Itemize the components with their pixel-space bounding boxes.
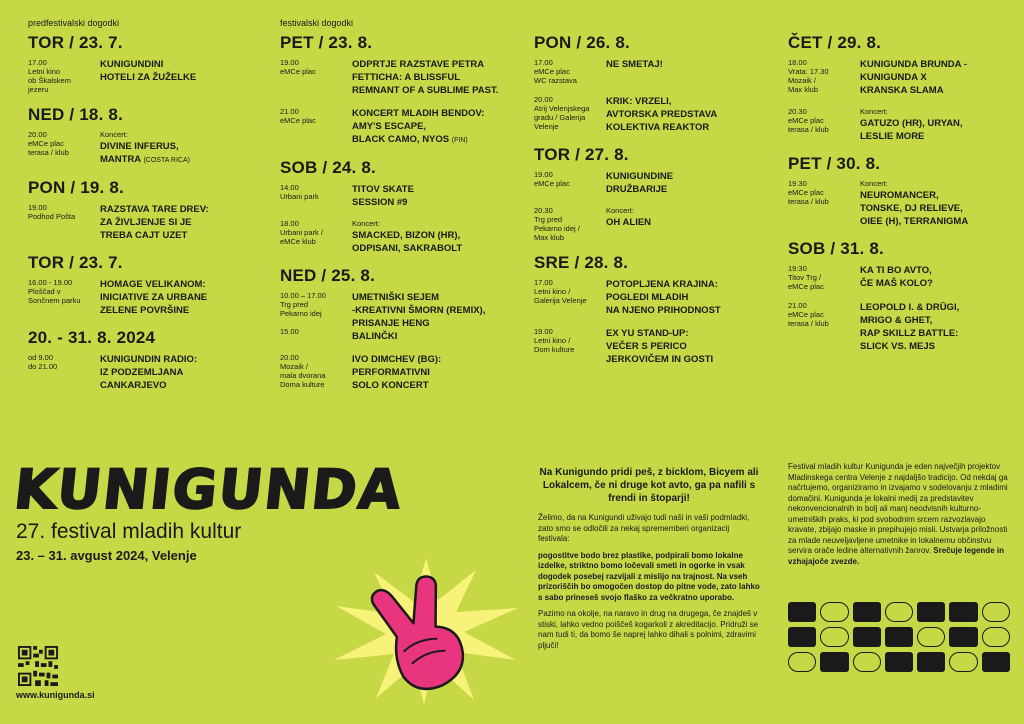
event (28, 278, 258, 317)
event-title-line: PRISANJE HENG (352, 318, 430, 329)
event-meta-line: 17.00 (28, 58, 47, 67)
event-title-line: HOMAGE VELIKANOM: (100, 279, 206, 290)
event-meta-line: Ploščad v (28, 287, 61, 296)
event-title-line-with-note (100, 153, 258, 167)
hand-gesture-illustration (328, 556, 524, 706)
event-title-line: MRIGO & GHET, (860, 315, 933, 326)
event (534, 58, 764, 85)
event-title-line: KUNIGUNDA BRUNDA - (860, 59, 967, 70)
event-title-line: KA TI BO AVTO, (860, 265, 932, 276)
event-info (606, 206, 764, 242)
event-title-line: SMACKED, BIZON (HR), (352, 230, 461, 241)
event-meta-line: 10.00 – 17.00 (280, 291, 326, 300)
event-meta-line: terasa / klub (788, 319, 829, 328)
event-meta-line: Sončnem parku (28, 296, 81, 305)
sponsor-logo (982, 652, 1010, 672)
event (788, 107, 1018, 143)
event-info (860, 264, 1018, 291)
sponsor-logo (820, 602, 848, 622)
sponsor-logo (917, 627, 945, 647)
event-title-line: VEČER S PERICO (606, 341, 687, 352)
festival-description-text: Festival mladih kultur Kunigunda je eden največjih projektov Mladinskega centra Velenje z najdaljšo tradicijo. Od nekdaj ga načrtujemo, organiziramo in izvajamo v sodelovanju z mladimi domačini. Kunigunda je lokalni medij za predstavitev nekonvencionalnih in bolj ali manj neodvisnih kulturno-umetniških praks, ki pod svobodnim srcem razvozlavajo kravate, zbijajo maske in prepihujejo misli. Ustvarja priložnosti za mlade neuveljavljene umetnike in lokalnemu občinstvu servira orače ledine alternativnih žanrov. (788, 462, 1008, 555)
event-info (606, 278, 764, 317)
event (788, 179, 1018, 228)
event-title-line: KUNIGUNDIN RADIO: (100, 354, 198, 365)
event-title-line: OIEE (H), TERRANIGMA (860, 216, 969, 227)
day-title: 20. - 31. 8. 2024 (28, 328, 156, 347)
event-title-line: TITOV SKATE (352, 184, 414, 195)
event (534, 170, 764, 196)
day-block (788, 32, 1018, 143)
event-title-line: ODPRTJE RAZSTAVE PETRA (352, 59, 485, 70)
event-meta-line: terasa / klub (28, 148, 69, 157)
event-meta-line: 19.00 (534, 327, 553, 336)
event-info (860, 58, 1018, 97)
website-link[interactable]: www.kunigunda.si (16, 690, 95, 700)
event-title-line: DIVINE INFERUS, (100, 141, 179, 152)
event-title-line: NEUROMANCER, (860, 190, 939, 201)
pre-festival-label: predfestivalski dogodki (28, 18, 120, 28)
event-title-line: HOTELI ZA ŽUŽELKE (100, 72, 197, 83)
festival-description-tagline: Srečuje legende in vzhajajoče zvezde. (788, 546, 1004, 566)
event (280, 58, 510, 97)
event-time-location (28, 130, 100, 167)
event-info (352, 107, 510, 147)
event-info (100, 130, 258, 167)
event-meta-line: Doma kulture (280, 380, 325, 389)
event-time-location (788, 301, 860, 353)
event (28, 203, 258, 242)
event-meta-line: Trg pred (280, 300, 309, 309)
event (28, 58, 258, 94)
sponsor-logo (982, 602, 1010, 622)
festival-description (788, 462, 1010, 567)
event-title-line: BALINČKI (352, 331, 398, 342)
event-time-location (280, 58, 352, 97)
event-title-line: IVO DIMCHEV (BG): (352, 354, 442, 365)
event-meta-line: 21.00 (788, 301, 807, 310)
sponsor-logo (982, 627, 1010, 647)
festival-dates: 23. – 31. avgust 2024, Velenje (16, 548, 197, 563)
event-meta-line: 20.00 (280, 353, 299, 362)
event-title-line: IZ PODZEMLJANA (100, 367, 184, 378)
event (280, 353, 510, 392)
day-block (280, 32, 510, 147)
event-country-note: (FIN) (451, 137, 468, 144)
event-meta-line: ob Škalskem (28, 76, 71, 85)
event-title-line: POGLEDI MLADIH (606, 292, 689, 303)
event-time-location (534, 206, 606, 242)
event (788, 58, 1018, 97)
event-type: Koncert: (860, 107, 888, 116)
event-meta-line: Atrij Velenjskega (534, 104, 590, 113)
event-meta-line: eMCe plac (534, 179, 570, 188)
event-info (352, 291, 510, 343)
event-title-line: FETTICHA: A BLISSFUL (352, 72, 461, 83)
event-title-line: PERFORMATIVNI (352, 367, 430, 378)
event-title-text: BLACK CAMO, NYOS (352, 134, 450, 145)
day-block (280, 157, 510, 255)
festival-label: festivalski dogodki (280, 18, 354, 28)
event (280, 183, 510, 209)
event-meta-line: eMCe klub (280, 237, 316, 246)
day-block (28, 252, 258, 317)
event-meta-line: gradu / Galerija (534, 113, 586, 122)
event-title-line: POTOPLJENA KRAJINA: (606, 279, 718, 290)
event-time-location (280, 353, 352, 392)
day-title: NED / 25. 8. (280, 266, 375, 285)
day-block (28, 177, 258, 242)
event-time-location (28, 58, 100, 94)
event-meta-line: 19.00 (28, 203, 47, 212)
event-meta-line: Letni kino (28, 67, 61, 76)
event-title-line: INICIATIVE ZA URBANE (100, 292, 208, 303)
sponsor-logo (885, 627, 913, 647)
day-block (534, 252, 764, 366)
event-title-line: GATUZO (HR), URYAN, (860, 118, 963, 129)
event-meta-line: Letni kino / (534, 287, 571, 296)
qr-code-icon[interactable] (18, 646, 58, 686)
event-meta-line: Galerija Velenje (534, 296, 587, 305)
sponsor-logo (853, 602, 881, 622)
event-meta-line: jezeru (28, 85, 49, 94)
event-title-line: SLICK VS. MEJS (860, 341, 935, 352)
event-time-location (534, 278, 606, 317)
event-info (352, 58, 510, 97)
day-title: PON / 19. 8. (28, 178, 124, 197)
schedule-column-2 (280, 32, 510, 402)
event (534, 327, 764, 366)
day-block (788, 153, 1018, 228)
event-title-line: RAP SKILLZ BATTLE: (860, 328, 959, 339)
event-info (860, 179, 1018, 228)
event-meta-line: do 21.00 (28, 362, 58, 371)
event-title-line: CANKARJEVO (100, 380, 167, 391)
event-title-line: NE SMETAJ! (606, 59, 663, 70)
event-title-line: KRANSKA SLAMA (860, 85, 944, 96)
event-meta-line: 20.00 (28, 130, 47, 139)
day-title: TOR / 23. 7. (28, 253, 123, 272)
day-title: SOB / 31. 8. (788, 239, 884, 258)
event-info (100, 203, 258, 242)
event-title-line-with-note (352, 133, 510, 147)
day-title: SOB / 24. 8. (280, 158, 376, 177)
event-meta-line (280, 318, 352, 327)
event-info (606, 95, 764, 134)
event-info (860, 107, 1018, 143)
event-info (100, 58, 258, 94)
event-info (860, 301, 1018, 353)
day-title: PON / 26. 8. (534, 33, 630, 52)
event-title-line: KOLEKTIVA REAKTOR (606, 122, 710, 133)
event-title-line: ODPISANI, SAKRABOLT (352, 243, 463, 254)
event-type: Koncert: (606, 206, 634, 215)
day-title: ČET / 29. 8. (788, 33, 882, 52)
event-meta-line: od 9.00 (28, 353, 54, 362)
event-title-line: TONSKE, DJ RELIEVE, (860, 203, 963, 214)
sponsor-logos (788, 602, 1010, 692)
event-title-text: MANTRA (100, 154, 141, 165)
schedule-column-4 (788, 32, 1018, 363)
event-time-location (534, 58, 606, 85)
day-title: TOR / 23. 7. (28, 33, 123, 52)
event (788, 264, 1018, 291)
event-info (606, 58, 764, 85)
event (280, 291, 510, 343)
event-meta-line: 17.00 (534, 278, 553, 287)
event-meta-line: 18.00 (788, 58, 807, 67)
event-type: Koncert: (100, 130, 128, 139)
event-meta-line: Urbani park (280, 192, 319, 201)
event-meta-line: eMCe plac (280, 116, 316, 125)
day-block (28, 104, 258, 167)
event-time-location (788, 264, 860, 291)
event-title-line: ZELENE POVRŠINE (100, 305, 190, 316)
sponsor-logo (788, 652, 816, 672)
event (280, 107, 510, 147)
event-time-location (534, 170, 606, 196)
event-meta-line: 21.00 (280, 107, 299, 116)
sustainability-paragraph-1: Želimo, da na Kunigundi uživajo tudi naši in vaši podmladki, zato smo se odločili za nekaj sprememberi organizacij festivala: (538, 513, 750, 543)
day-block (28, 327, 258, 392)
event-time-location (280, 291, 352, 343)
kunigunda-logo (11, 458, 406, 521)
day-title: PET / 30. 8. (788, 154, 881, 173)
event-meta-line: mala dvorana (280, 371, 326, 380)
event-meta-line: eMCe plac (28, 139, 64, 148)
event-title-line: JERKOVIČEM IN GOSTI (606, 354, 714, 365)
sponsor-logo (949, 627, 977, 647)
event-title-line: NA NJENO PRIHODNOST (606, 305, 721, 316)
event-meta-line: 14.00 (280, 183, 299, 192)
schedule-column-1 (28, 32, 258, 402)
event-meta-line: WC razstava (534, 76, 577, 85)
event-meta-line: Pekarno idej / (534, 224, 580, 233)
event-title-line: KONCERT MLADIH BENDOV: (352, 108, 485, 119)
event-title-line: TREBA CAJT UZET (100, 230, 188, 241)
event-info (606, 327, 764, 366)
event-time-location (28, 203, 100, 242)
event-meta-line: 18.00 (280, 219, 299, 228)
sponsor-logo (885, 602, 913, 622)
event-title-line: EX YU STAND-UP: (606, 328, 689, 339)
sponsor-logo (949, 602, 977, 622)
event-meta-line: Max klub (788, 85, 819, 94)
event-title-line: ČE MAŠ KOLO? (860, 278, 933, 289)
event-time-location (28, 353, 100, 392)
event (534, 206, 764, 242)
event-meta-line: Velenje (534, 122, 559, 131)
event-title-line: KUNIGUNDINE (606, 171, 674, 182)
event-info (352, 219, 510, 255)
event-meta-line: eMCe plac (788, 188, 824, 197)
event-country-note: (COSTA RICA) (143, 157, 190, 164)
event-meta-line: Urbani park / (280, 228, 323, 237)
svg-text:KUNIGUNDA: KUNIGUNDA (11, 458, 406, 521)
sustainability-text (538, 466, 760, 657)
event-meta-line: 20.30 (788, 107, 807, 116)
day-block (280, 265, 510, 392)
event-time-location (28, 278, 100, 317)
day-title: TOR / 27. 8. (534, 145, 629, 164)
festival-subtitle: 27. festival mladih kultur (16, 520, 242, 543)
sponsor-logo (820, 652, 848, 672)
event-time-location (280, 107, 352, 147)
event-title-line: KRIK: VRZELI, (606, 96, 672, 107)
event-time-location (788, 58, 860, 97)
sponsor-logo (917, 602, 945, 622)
event-title-line: OH ALIEN (606, 217, 652, 228)
event-meta-line: Dom kulture (534, 345, 575, 354)
sponsor-logo (917, 652, 945, 672)
sustainability-paragraph-2: pogostitve bodo brez plastike, podpirali bomo lokalne izdelke, striktno bomo ločevali smeti in ogorke in vsak dogodek posebej razvijali z mislijo na trajnost. Na vseh prizoriščih bo omogočen dostop do pitne vode, zato lahko s sabo prineseš svojo flaško za večkratno uporabo. (538, 550, 760, 602)
event-meta-line: 20.30 (534, 206, 553, 215)
sponsor-logo (885, 652, 913, 672)
day-title: SRE / 28. 8. (534, 253, 629, 272)
event-title-line: LESLIE MORE (860, 131, 925, 142)
event-title-line: ZA ŽIVLJENJE SI JE (100, 217, 192, 228)
event-info (352, 353, 510, 392)
event-time-location (534, 95, 606, 134)
event-meta-line: eMCe plac (534, 67, 570, 76)
sustainability-headline: Na Kunigundo pridi peš, z bicklom, Bicyem ali Lokalcem, če ni druge kot avto, ga pa nafili s frendi in štoparji! (539, 467, 759, 504)
event-meta-line: terasa / klub (788, 197, 829, 206)
day-block (28, 32, 258, 94)
event-meta-line: 19:30 (788, 264, 807, 273)
day-block (788, 238, 1018, 353)
event-meta-line: 15.00 (280, 327, 299, 336)
sponsor-logo (788, 602, 816, 622)
event (534, 95, 764, 134)
event-meta-line: eMCe plac (788, 282, 824, 291)
event-title-line: AVTORSKA PREDSTAVA (606, 109, 718, 120)
day-title: PET / 23. 8. (280, 33, 373, 52)
event-time-location (280, 219, 352, 255)
event-info (352, 183, 510, 209)
event-meta-line: 19.30 (788, 179, 807, 188)
event-title-line: SOLO KONCERT (352, 380, 429, 391)
event-info (100, 278, 258, 317)
event-meta-line: Trg pred (534, 215, 563, 224)
sponsor-logo (820, 627, 848, 647)
event-meta-line: eMCe plac (788, 116, 824, 125)
event-meta-line: Vrata: 17.30 (788, 67, 829, 76)
event-title-line: RAZSTAVA TARE DREV: (100, 204, 209, 215)
event-title-line: UMETNIŠKI SEJEM (352, 292, 440, 303)
event-meta-line: terasa / klub (788, 125, 829, 134)
event-type: Koncert: (860, 179, 888, 188)
event-title-line: KUNIGUNDINI (100, 59, 164, 70)
event-title-line: DRUŽBARIJE (606, 184, 668, 195)
event-meta-line: eMCe plac (788, 310, 824, 319)
event-meta-line: 16.00 - 19.00 (28, 278, 73, 287)
event-meta-line: Titov Trg / (788, 273, 822, 282)
event-title-line: SESSION #9 (352, 197, 408, 208)
event-meta-line: Max klub (534, 233, 565, 242)
event-meta-line: 19.00 (280, 58, 299, 67)
day-block (534, 144, 764, 242)
event-meta-line: Pekarno idej (280, 309, 322, 318)
event-meta-line: Mozaik / (280, 362, 308, 371)
event-info (100, 353, 258, 392)
event (788, 301, 1018, 353)
event (534, 278, 764, 317)
event-title-line: LEOPOLD I. & DRŪGI, (860, 302, 960, 313)
sponsor-logo (853, 652, 881, 672)
event-time-location (534, 327, 606, 366)
event-meta-line: 19.00 (534, 170, 553, 179)
sustainability-paragraph-3: Pazimo na okolje, na naravo in drug na drugega, če znajdeš v stiski, lahko vedno poiščeš kogarkoli z akreditacijo. Pridruži se nam tudi ti, da bomo še naprej lahko dihali s polnimi, zdravimi pljuči! (538, 609, 759, 650)
event-type: Koncert: (352, 219, 380, 228)
event-time-location (788, 107, 860, 143)
event (280, 219, 510, 255)
event-meta-line: Podhod Pošta (28, 212, 76, 221)
event-title-line: AMY'S ESCAPE, (352, 121, 427, 132)
event-time-location (280, 183, 352, 209)
event-meta-line: 20.00 (534, 95, 553, 104)
event-title-line: KUNIGUNDA X (860, 72, 927, 83)
event-meta-line: eMCe plac (280, 67, 316, 76)
schedule-column-3 (534, 32, 764, 376)
event (28, 353, 258, 392)
day-title: NED / 18. 8. (28, 105, 123, 124)
day-block (534, 32, 764, 134)
event-meta-line: Mozaik / (788, 76, 816, 85)
event-title-line: REMNANT OF A SUBLIME PAST. (352, 85, 499, 96)
event-meta-line: 17.00 (534, 58, 553, 67)
event-meta-line: Letni kino / (534, 336, 571, 345)
event-time-location (788, 179, 860, 228)
event-title-line: -KREATIVNI ŠMORN (REMIX), (352, 305, 486, 316)
sponsor-logo (788, 627, 816, 647)
sponsor-logo (949, 652, 977, 672)
event (28, 130, 258, 167)
event-info (606, 170, 764, 196)
sponsor-logo (853, 627, 881, 647)
